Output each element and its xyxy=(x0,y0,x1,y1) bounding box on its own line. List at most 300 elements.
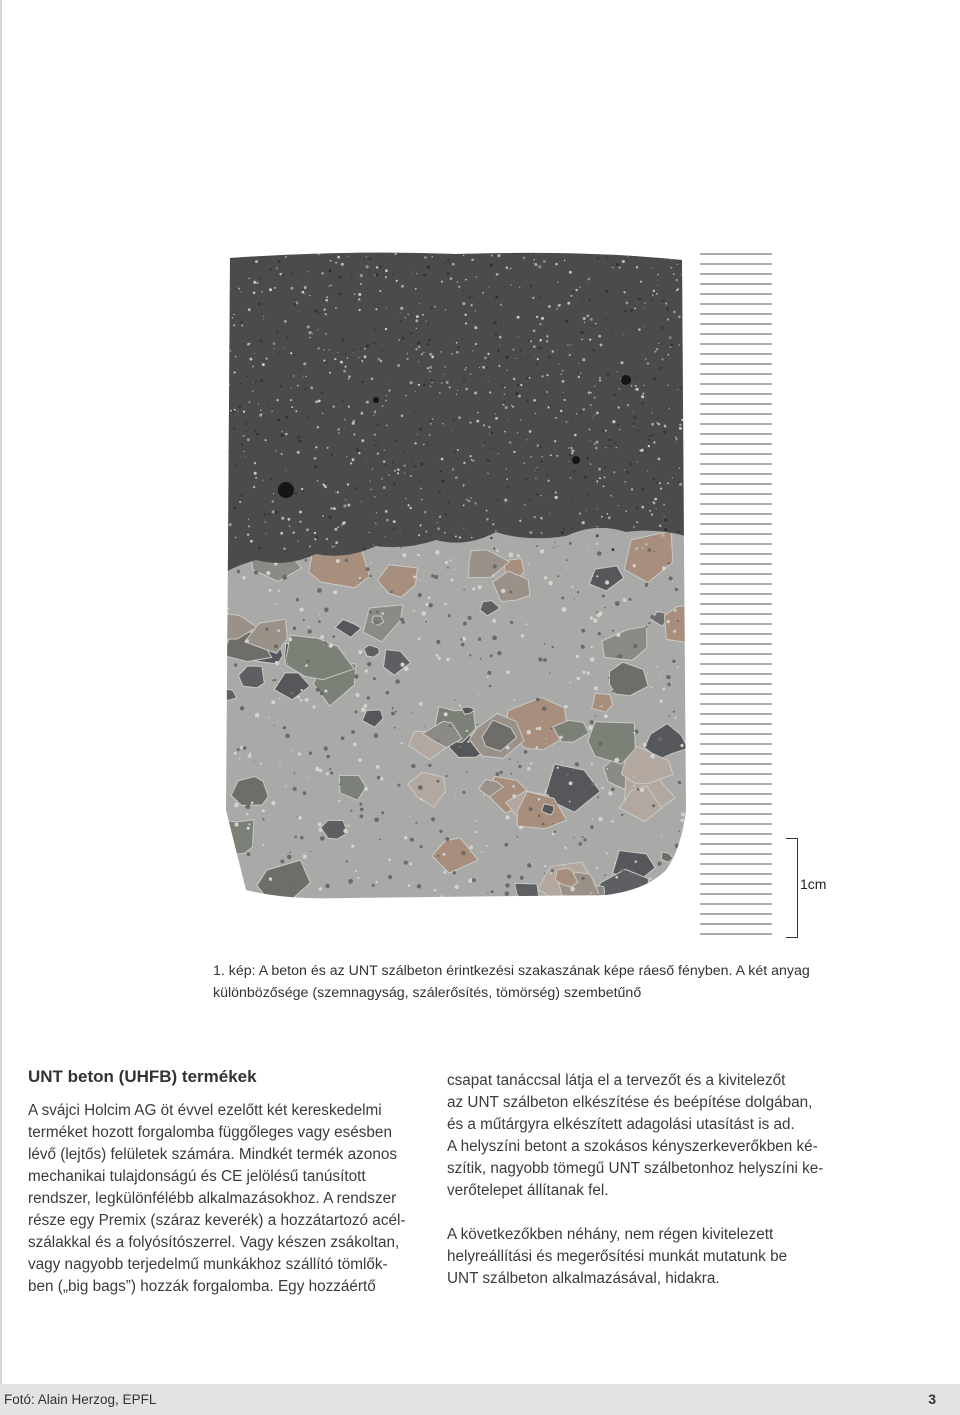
fiber-speck xyxy=(538,347,541,350)
fiber-speck xyxy=(234,314,235,315)
fiber-speck xyxy=(465,322,467,324)
fiber-speck xyxy=(256,282,259,285)
fiber-speck xyxy=(427,343,429,345)
sand-grain xyxy=(376,611,379,614)
fiber-speck xyxy=(241,321,243,323)
fiber-speck xyxy=(338,352,339,353)
fiber-speck xyxy=(414,442,416,444)
fiber-speck xyxy=(419,524,421,526)
fiber-speck xyxy=(524,504,526,506)
sand-grain xyxy=(629,598,632,601)
fiber-speck xyxy=(619,267,621,269)
sand-grain xyxy=(459,704,461,706)
fiber-speck xyxy=(331,454,333,456)
fiber-speck xyxy=(529,430,532,433)
fiber-speck xyxy=(374,329,376,331)
fiber-speck xyxy=(335,262,337,264)
fiber-speck xyxy=(323,360,325,362)
sand-grain xyxy=(645,583,649,587)
sand-grain xyxy=(415,822,417,824)
fiber-speck xyxy=(471,537,472,538)
article-paragraph xyxy=(447,1224,847,1290)
fiber-speck xyxy=(270,478,273,481)
sand-grain xyxy=(285,734,290,739)
fiber-speck xyxy=(462,302,465,305)
fiber-speck xyxy=(309,295,310,296)
fiber-speck xyxy=(667,318,669,320)
page-footer xyxy=(0,1384,960,1415)
sand-grain xyxy=(279,765,281,767)
fiber-speck xyxy=(404,465,406,467)
text-line: terméket hozott forgalomba függőleges vagy esésben xyxy=(28,1124,392,1141)
fiber-speck xyxy=(411,272,412,273)
fiber-speck xyxy=(274,348,275,349)
fiber-speck xyxy=(535,478,536,479)
sand-grain xyxy=(476,724,478,726)
sand-grain xyxy=(308,629,312,633)
fiber-speck xyxy=(538,547,540,549)
sand-grain xyxy=(439,895,443,899)
fiber-speck xyxy=(268,403,269,404)
sand-grain xyxy=(521,634,525,638)
sand-grain xyxy=(422,611,427,616)
fiber-speck xyxy=(499,345,500,346)
fiber-speck xyxy=(607,372,610,375)
fiber-speck xyxy=(647,470,648,471)
fiber-speck xyxy=(673,273,675,275)
sand-grain xyxy=(597,551,602,556)
fiber-speck xyxy=(664,425,666,427)
fiber-speck xyxy=(387,384,388,385)
fiber-speck xyxy=(668,354,670,356)
fiber-speck xyxy=(418,346,421,349)
sand-grain xyxy=(287,855,292,860)
fiber-speck xyxy=(341,263,344,266)
sand-grain xyxy=(283,726,286,729)
fiber-speck xyxy=(418,534,420,536)
fiber-speck xyxy=(400,546,402,548)
sand-grain xyxy=(300,608,304,612)
fiber-speck xyxy=(236,289,238,291)
sand-grain xyxy=(512,785,515,788)
sand-grain xyxy=(228,608,229,609)
fiber-speck xyxy=(582,521,585,524)
sand-grain xyxy=(443,871,446,874)
fiber-speck xyxy=(439,444,441,446)
sand-grain xyxy=(351,845,354,848)
fiber-speck xyxy=(680,387,682,389)
fiber-speck xyxy=(250,452,251,453)
fiber-speck xyxy=(410,332,413,335)
sand-grain xyxy=(359,803,362,806)
fiber-speck xyxy=(521,357,522,358)
fiber-speck xyxy=(578,363,579,364)
sand-grain xyxy=(491,890,494,893)
fiber-speck xyxy=(628,256,629,257)
fiber-speck xyxy=(536,375,537,376)
fiber-speck xyxy=(584,322,586,324)
fiber-speck xyxy=(324,515,325,516)
sand-grain xyxy=(462,637,466,641)
fiber-speck xyxy=(541,532,543,534)
fiber-speck xyxy=(466,498,468,500)
fiber-speck xyxy=(316,536,318,538)
fiber-speck xyxy=(392,253,393,254)
fiber-speck xyxy=(310,386,313,389)
fiber-speck xyxy=(360,283,362,285)
fiber-speck xyxy=(318,347,320,349)
sand-grain xyxy=(569,781,573,785)
fiber-speck xyxy=(282,274,284,276)
fiber-speck xyxy=(569,354,571,356)
fiber-speck xyxy=(513,349,515,351)
sand-grain xyxy=(669,576,673,580)
fiber-speck xyxy=(290,399,292,401)
fiber-speck xyxy=(363,547,366,550)
sand-grain xyxy=(487,671,491,675)
fiber-speck xyxy=(427,445,428,446)
fiber-speck xyxy=(240,383,242,385)
sand-grain xyxy=(640,788,644,792)
sand-grain xyxy=(379,839,381,841)
sand-grain xyxy=(247,827,250,830)
sand-grain xyxy=(316,688,320,692)
sand-grain xyxy=(475,820,477,822)
fiber-speck xyxy=(596,534,599,537)
fiber-speck xyxy=(562,380,565,383)
fiber-speck xyxy=(579,411,581,413)
fiber-speck xyxy=(573,471,575,473)
fiber-speck xyxy=(408,504,410,506)
fiber-speck xyxy=(347,483,349,485)
fiber-speck xyxy=(641,506,644,509)
sand-grain xyxy=(513,699,515,701)
sand-grain xyxy=(268,589,271,592)
sand-grain xyxy=(617,655,620,658)
sand-grain xyxy=(538,815,541,818)
sand-grain xyxy=(346,860,348,862)
fiber-speck xyxy=(497,500,499,502)
fiber-speck xyxy=(429,434,431,436)
sand-grain xyxy=(374,621,377,624)
article-right-column xyxy=(447,1070,847,1290)
fiber-speck xyxy=(366,345,369,348)
fiber-speck xyxy=(426,530,427,531)
fiber-speck xyxy=(671,267,673,269)
fiber-speck xyxy=(572,417,574,419)
sand-grain xyxy=(290,692,294,696)
fiber-speck xyxy=(630,309,633,312)
fiber-speck xyxy=(614,401,615,402)
sand-grain xyxy=(381,811,384,814)
fiber-speck xyxy=(480,396,481,397)
sand-grain xyxy=(492,619,496,623)
sand-grain xyxy=(668,882,670,884)
fiber-speck xyxy=(356,423,357,424)
sand-grain xyxy=(501,589,505,593)
sand-grain xyxy=(333,590,337,594)
fiber-speck xyxy=(594,385,595,386)
fiber-speck xyxy=(617,423,620,426)
fiber-speck xyxy=(563,392,564,393)
sand-grain xyxy=(245,804,250,809)
fiber-speck xyxy=(330,260,332,262)
text-line: UNT szálbeton alkalmazásával, hidakra. xyxy=(447,1270,720,1287)
page-number: 3 xyxy=(928,1391,936,1407)
fiber-speck xyxy=(621,361,624,364)
sand-grain xyxy=(453,708,454,709)
fiber-speck xyxy=(300,278,301,279)
fiber-speck xyxy=(654,351,656,353)
fiber-speck xyxy=(366,256,367,257)
fiber-speck xyxy=(315,401,317,403)
sand-grain xyxy=(648,622,650,624)
sand-grain xyxy=(437,855,439,857)
fiber-speck xyxy=(245,423,248,426)
fiber-speck xyxy=(343,370,346,373)
fiber-speck xyxy=(273,493,274,494)
fiber-speck xyxy=(439,392,441,394)
fiber-speck xyxy=(351,277,353,279)
sand-grain xyxy=(591,763,593,765)
sand-grain xyxy=(290,897,292,899)
fiber-speck xyxy=(398,250,400,252)
fiber-speck xyxy=(486,510,488,512)
sand-grain xyxy=(528,563,529,564)
sand-grain xyxy=(582,836,584,838)
fiber-speck xyxy=(466,367,468,369)
fiber-speck xyxy=(660,487,662,489)
fiber-speck xyxy=(495,417,498,420)
fiber-speck xyxy=(265,439,267,441)
sand-grain xyxy=(597,796,599,798)
fiber-speck xyxy=(353,486,355,488)
fiber-speck xyxy=(515,454,516,455)
sand-grain xyxy=(455,797,456,798)
sand-grain xyxy=(349,884,350,885)
fiber-speck xyxy=(613,471,615,473)
fiber-speck xyxy=(423,352,425,354)
fiber-speck xyxy=(631,488,633,490)
fiber-speck xyxy=(567,344,569,346)
sand-grain xyxy=(413,610,415,612)
fiber-speck xyxy=(420,480,422,482)
fiber-speck xyxy=(548,463,549,464)
fiber-speck xyxy=(463,462,465,464)
fiber-speck xyxy=(392,274,394,276)
fiber-speck xyxy=(565,320,568,323)
fiber-speck xyxy=(546,335,548,337)
fiber-speck xyxy=(227,485,228,486)
sand-grain xyxy=(394,727,396,729)
sand-grain xyxy=(566,774,569,777)
fiber-speck xyxy=(248,508,249,509)
fiber-speck xyxy=(379,266,382,269)
fiber-speck xyxy=(388,389,390,391)
fiber-speck xyxy=(259,277,262,280)
fiber-speck xyxy=(669,337,670,338)
fiber-speck xyxy=(348,406,350,408)
fiber-speck xyxy=(644,307,645,308)
fiber-speck xyxy=(457,281,459,283)
fiber-speck xyxy=(262,363,265,366)
fiber-speck xyxy=(556,455,558,457)
sand-grain xyxy=(437,657,440,660)
fiber-speck xyxy=(324,309,326,311)
fiber-speck xyxy=(559,304,561,306)
fiber-speck xyxy=(360,250,361,251)
sand-grain xyxy=(361,580,363,582)
sand-grain xyxy=(633,644,637,648)
sand-grain xyxy=(234,803,239,808)
sand-grain xyxy=(411,764,415,768)
fiber-speck xyxy=(569,486,570,487)
fiber-speck xyxy=(651,299,653,301)
fiber-speck xyxy=(486,367,488,369)
fiber-speck xyxy=(392,462,394,464)
sand-grain xyxy=(583,671,586,674)
fiber-speck xyxy=(544,394,545,395)
fiber-speck xyxy=(325,299,328,302)
fiber-speck xyxy=(374,445,377,448)
fiber-speck xyxy=(325,361,327,363)
fiber-speck xyxy=(261,291,263,293)
fiber-speck xyxy=(252,366,254,368)
sand-grain xyxy=(436,654,439,657)
fiber-speck xyxy=(615,394,616,395)
fiber-speck xyxy=(447,272,450,275)
fiber-speck xyxy=(432,418,434,420)
sand-grain xyxy=(320,691,324,695)
fiber-speck xyxy=(533,263,534,264)
sand-grain xyxy=(386,691,390,695)
sand-grain xyxy=(446,658,450,662)
sand-grain xyxy=(677,666,679,668)
sand-grain xyxy=(590,825,594,829)
sand-grain xyxy=(611,788,615,792)
fiber-speck xyxy=(504,387,505,388)
fiber-speck xyxy=(464,369,466,371)
fiber-speck xyxy=(534,263,537,266)
sand-grain xyxy=(373,677,376,680)
fiber-speck xyxy=(527,252,528,253)
fiber-speck xyxy=(589,530,590,531)
fiber-speck xyxy=(508,269,509,270)
fiber-speck xyxy=(355,488,357,490)
sand-grain xyxy=(680,744,683,747)
sand-grain xyxy=(472,878,476,882)
sand-grain xyxy=(426,603,429,606)
fiber-speck xyxy=(533,399,536,402)
sand-grain xyxy=(601,787,604,790)
sand-grain xyxy=(675,845,677,847)
fiber-speck xyxy=(380,360,382,362)
fiber-speck xyxy=(347,357,349,359)
sand-grain xyxy=(596,894,599,897)
fiber-speck xyxy=(358,452,360,454)
sand-grain xyxy=(661,835,662,836)
fiber-speck xyxy=(234,327,236,329)
article-paragraph xyxy=(447,1070,847,1202)
fiber-speck xyxy=(446,381,449,384)
fiber-speck xyxy=(659,367,662,370)
fiber-speck xyxy=(596,542,599,545)
sand-grain xyxy=(254,570,258,574)
sand-grain xyxy=(303,619,305,621)
sand-grain xyxy=(231,873,236,878)
fiber-speck xyxy=(300,253,301,254)
fiber-speck xyxy=(601,516,603,518)
fiber-speck xyxy=(298,369,300,371)
sand-grain xyxy=(557,575,559,577)
sand-grain xyxy=(570,887,575,892)
sand-grain xyxy=(453,871,456,874)
sand-grain xyxy=(650,754,654,758)
fiber-speck xyxy=(474,502,476,504)
fiber-speck xyxy=(575,289,577,291)
fiber-speck xyxy=(483,424,485,426)
fiber-speck xyxy=(365,292,366,293)
fiber-speck xyxy=(314,532,316,534)
sand-grain xyxy=(636,687,639,690)
sand-grain xyxy=(278,590,280,592)
fiber-speck xyxy=(678,344,680,346)
fiber-speck xyxy=(463,486,464,487)
fiber-speck xyxy=(255,381,257,383)
fiber-speck xyxy=(648,445,650,447)
sand-grain xyxy=(531,863,533,865)
fiber-speck xyxy=(471,459,473,461)
sand-grain xyxy=(303,791,307,795)
fiber-speck xyxy=(508,435,509,436)
fiber-speck xyxy=(429,366,432,369)
sand-grain xyxy=(673,630,676,633)
sand-grain xyxy=(505,883,509,887)
fiber-speck xyxy=(598,335,601,338)
fiber-speck xyxy=(254,430,256,432)
fiber-speck xyxy=(298,318,299,319)
sand-grain xyxy=(581,877,584,880)
sand-grain xyxy=(461,643,465,647)
sand-grain xyxy=(526,623,528,625)
fiber-speck xyxy=(235,537,236,538)
sand-grain xyxy=(616,633,620,637)
fiber-speck xyxy=(266,358,268,360)
sand-grain xyxy=(520,876,524,880)
fiber-speck xyxy=(354,294,356,296)
fiber-speck xyxy=(442,423,443,424)
concrete-cross-section-photo xyxy=(226,250,686,900)
fiber-speck xyxy=(277,418,280,421)
fiber-speck xyxy=(280,385,282,387)
sand-grain xyxy=(445,561,448,564)
fiber-speck xyxy=(281,453,283,455)
sand-grain xyxy=(338,779,340,781)
fiber-speck xyxy=(529,499,531,501)
fiber-speck xyxy=(364,355,367,358)
fiber-speck xyxy=(677,288,679,290)
sand-grain xyxy=(467,741,469,743)
fiber-speck xyxy=(356,448,359,451)
sand-grain xyxy=(596,867,598,869)
fiber-speck xyxy=(404,473,405,474)
fiber-speck xyxy=(384,250,387,253)
fiber-speck xyxy=(666,307,669,310)
fiber-speck xyxy=(276,275,277,276)
fiber-speck xyxy=(481,535,484,538)
sand-grain xyxy=(608,791,612,795)
fiber-speck xyxy=(661,534,664,537)
